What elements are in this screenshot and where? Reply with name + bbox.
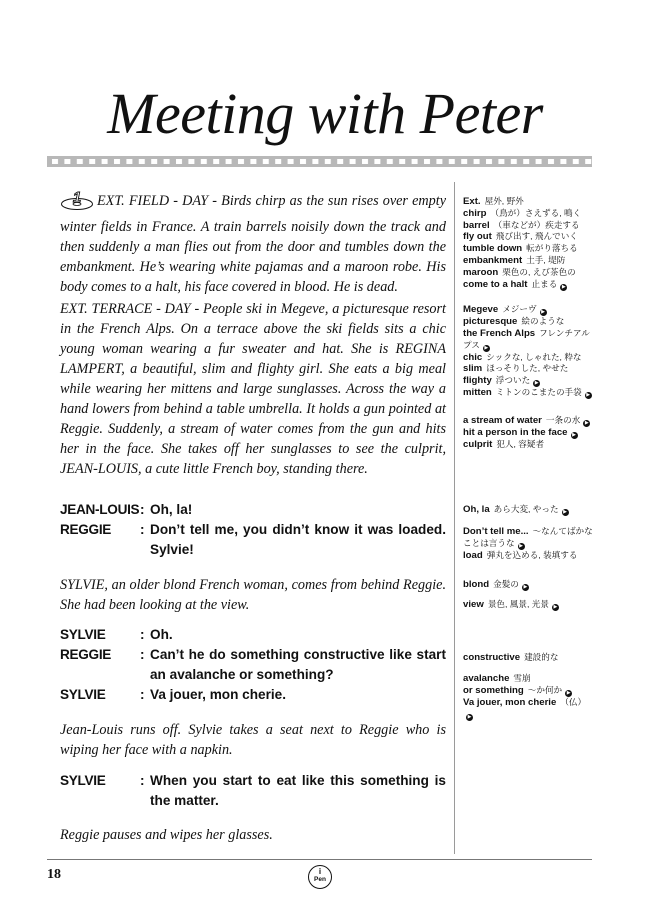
glossary-meaning: 一条の水 [545, 415, 581, 425]
ipen-logo [308, 865, 332, 889]
glossary-meaning: 転がり落ちる [526, 243, 578, 254]
narration-text: EXT. FIELD - DAY - Birds chirp as the sun rises over empty winter fields in France. A train barrels noisily down the track and then suddenly a man flies out from the door and tumbles down the embankment. He’s wearing white pajamas and a maroon robe. His body comes to a halt, his face covered in blood. He is dead. [60, 193, 446, 295]
glossary-term: picturesque [463, 316, 518, 327]
glossary-meaning: メジーヴ [502, 304, 537, 314]
scene-narration-2 [60, 299, 446, 479]
glossary-term: maroon [463, 266, 499, 278]
glossary-group [463, 579, 595, 591]
narration-text: SYLVIE, an older blond French woman, comes from behind Reggie. She had been looking at the view. [60, 577, 446, 613]
note-arrow-icon[interactable]: ▶ [523, 584, 528, 590]
glossary-term: tumble down [463, 243, 523, 255]
note-arrow-icon[interactable]: ▶ [541, 309, 546, 315]
glossary-meaning: シックな, しゃれた, 粋な [486, 351, 582, 362]
scene-narration-4 [60, 720, 446, 760]
glossary-meaning: 犯人, 容疑者 [496, 439, 545, 449]
glossary-meaning: （車などが）疾走する [493, 219, 580, 230]
dialogue-text: Oh. [150, 627, 173, 642]
glossary-term: fly out [463, 231, 492, 243]
glossary-term: flighty [463, 375, 492, 387]
glossary-meaning: ほっそりした, やせた [486, 363, 569, 374]
glossary-group [463, 599, 595, 611]
narration-text: Reggie pauses and wipes her glasses. [60, 827, 273, 843]
glossary-entry [463, 697, 595, 721]
glossary-meaning: 建設的な [524, 652, 559, 662]
dialogue-block-2 [60, 625, 446, 705]
note-arrow-icon[interactable]: ▶ [534, 380, 539, 387]
dialogue-line [60, 685, 446, 705]
glossary-term: culprit [463, 439, 493, 450]
speaker-name: REGGIE [60, 647, 112, 662]
footer-rule [47, 859, 592, 860]
glossary-meaning: （仏） [560, 696, 587, 707]
dialogue-line [60, 771, 446, 811]
glossary-term: Oh, la [463, 504, 490, 515]
dialogue-block-1 [60, 500, 446, 560]
glossary-entry [463, 243, 595, 255]
glossary-term: avalanche [463, 673, 510, 684]
dialogue-line [60, 645, 446, 685]
note-arrow-icon[interactable]: ▶ [467, 713, 472, 720]
glossary-term: a stream of water [463, 415, 542, 426]
glossary-entry [463, 387, 595, 399]
glossary-entry [463, 550, 595, 562]
column-divider [454, 182, 455, 854]
glossary-term: Megeve [463, 304, 499, 315]
glossary-term: load [463, 549, 483, 561]
speaker-name: SYLVIE [60, 773, 106, 788]
dialogue-text: Don’t tell me, you didn’t know it was loaded. Sylvie! [150, 522, 446, 557]
glossary-meaning: 弾丸を込める, 装填する [486, 549, 578, 560]
scene-narration-1 [60, 189, 446, 297]
glossary-group [463, 196, 595, 291]
glossary-group [463, 652, 595, 664]
glossary-meaning: 景色, 風景, 光景 [487, 599, 549, 609]
glossary-entry [463, 652, 595, 664]
glossary-group [463, 526, 595, 562]
glossary-meaning: 止まる [531, 278, 558, 289]
glossary-meaning: ミトンのこまたの手袋 [495, 387, 582, 398]
glossary-term: chirp [463, 207, 487, 219]
glossary-meaning: あら大変, やった [493, 504, 559, 514]
glossary-term: Don’t tell me... [463, 526, 529, 537]
glossary-meaning: 〜なんてばかなことは言うな [463, 526, 593, 548]
glossary-meaning: 栗色の, えび茶色の [502, 266, 576, 277]
glossary-entry [463, 685, 595, 697]
glossary-entry [463, 196, 595, 208]
glossary-entry [463, 375, 595, 387]
glossary-group [463, 673, 595, 721]
glossary-group [463, 415, 595, 451]
glossary-entry [463, 526, 595, 550]
logo-top-text: i [318, 867, 322, 876]
glossary-term: slim [463, 363, 483, 375]
glossary-meaning: 絵のような [521, 316, 565, 326]
glossary-term: the French Alps [463, 327, 536, 339]
speaker-colon: : [140, 502, 145, 517]
glossary-entry [463, 352, 595, 364]
glossary-group [463, 504, 595, 516]
glossary-entry [463, 415, 595, 427]
note-arrow-icon[interactable]: ▶ [563, 509, 568, 515]
glossary-term: blond [463, 579, 490, 590]
glossary-meaning: 土手, 堤防 [526, 254, 566, 265]
page-number: 18 [47, 867, 61, 882]
glossary-entry [463, 220, 595, 232]
dialogue-text: When you start to eat like this something is the matter. [150, 773, 446, 808]
logo-bottom-text: Pen [314, 876, 326, 883]
glossary-entry [463, 439, 595, 451]
note-arrow-icon[interactable]: ▶ [484, 344, 489, 351]
title-divider [47, 156, 592, 167]
scene-narration-5 [60, 825, 446, 845]
glossary-entry [463, 504, 595, 516]
speaker-colon: : [140, 627, 145, 642]
glossary-term: chic [463, 351, 483, 363]
dialogue-text: Oh, la! [150, 502, 193, 517]
glossary-group [463, 304, 595, 399]
glossary-meaning: 雪崩 [513, 673, 531, 683]
speaker-name: REGGIE [60, 522, 112, 537]
speaker-colon: : [140, 522, 145, 537]
glossary-entry [463, 599, 595, 611]
glossary-term: Va jouer, mon cherie [463, 696, 557, 708]
glossary-term: hit a person in the face [463, 427, 568, 438]
glossary-entry [463, 427, 595, 439]
glossary-entry [463, 208, 595, 220]
note-arrow-icon[interactable]: ▶ [553, 604, 558, 610]
glossary-term: Ext. [463, 196, 481, 207]
note-arrow-icon[interactable]: ▶ [566, 689, 571, 696]
speaker-colon: : [140, 687, 145, 702]
dialogue-line [60, 500, 446, 520]
speaker-name: JEAN-LOUIS [60, 502, 140, 517]
glossary-entry [463, 304, 595, 316]
scene-narration-3 [60, 575, 446, 615]
audio-track-icon[interactable] [60, 189, 94, 217]
page-title: Meeting with Peter [107, 81, 543, 146]
narration-text: EXT. TERRACE - DAY - People ski in Megeve, a picturesque resort in the French Alps. On a terrace above the ski fields sits a chic young woman wearing a fur sweater and hat. She is REGINA LAMPERT, a beautiful, slim and flighty girl. She eats a big meal while wearing her mittens and large sunglasses. Across the way a hand lowers from behind a table umbrella. It holds a gun pointed at Reggie. Suddenly, a stream of water comes from the gun and hits her in the face. She takes off her sunglasses to see the culprit, JEAN-LOUIS, a cute little French boy, standing there. [60, 301, 446, 477]
glossary-term: come to a halt [463, 278, 528, 290]
speaker-colon: : [140, 773, 145, 788]
speaker-colon: : [140, 647, 145, 662]
glossary-entry [463, 579, 595, 591]
glossary-entry [463, 267, 595, 279]
glossary-meaning: 浮ついた [495, 375, 531, 386]
glossary-meaning: フレンチアルプス [463, 327, 590, 350]
glossary-entry [463, 363, 595, 375]
speaker-name: SYLVIE [60, 687, 106, 702]
note-arrow-icon[interactable]: ▶ [519, 542, 523, 549]
dialogue-line [60, 520, 446, 560]
glossary-term: embankment [463, 254, 523, 266]
note-arrow-icon[interactable]: ▶ [586, 392, 591, 399]
glossary-entry [463, 279, 595, 291]
glossary-meaning: 飛び出す, 飛んでいく [495, 231, 578, 242]
glossary-entry [463, 231, 595, 243]
glossary-term: view [463, 599, 484, 610]
glossary-entry [463, 328, 595, 352]
note-arrow-icon[interactable]: ▶ [584, 420, 589, 426]
dialogue-block-3 [60, 771, 446, 811]
glossary-entry [463, 673, 595, 685]
dialogue-text: Can’t he do something constructive like start an avalanche or something? [150, 647, 446, 682]
dialogue-text: Va jouer, mon cherie. [150, 687, 286, 702]
glossary-term: mitten [463, 387, 492, 399]
glossary-entry [463, 316, 595, 328]
narration-text: Jean-Louis runs off. Sylvie takes a seat next to Reggie who is wiping her face with a napkin. [60, 722, 446, 758]
glossary-term: constructive [463, 652, 521, 663]
glossary-entry [463, 255, 595, 267]
glossary-meaning: 金髪の [493, 579, 519, 589]
note-arrow-icon[interactable]: ▶ [561, 283, 566, 290]
glossary-term: or something [463, 684, 524, 696]
track-number: 1 [72, 189, 82, 206]
glossary-meaning: （鳥が）さえずる, 鳴く [490, 207, 582, 218]
glossary-term: barrel [463, 219, 490, 231]
glossary-meaning: 屋外, 野外 [484, 196, 524, 206]
glossary-meaning: 〜か何か [527, 684, 563, 695]
dialogue-line [60, 625, 446, 645]
speaker-name: SYLVIE [60, 627, 106, 642]
note-arrow-icon[interactable]: ▶ [572, 432, 576, 438]
